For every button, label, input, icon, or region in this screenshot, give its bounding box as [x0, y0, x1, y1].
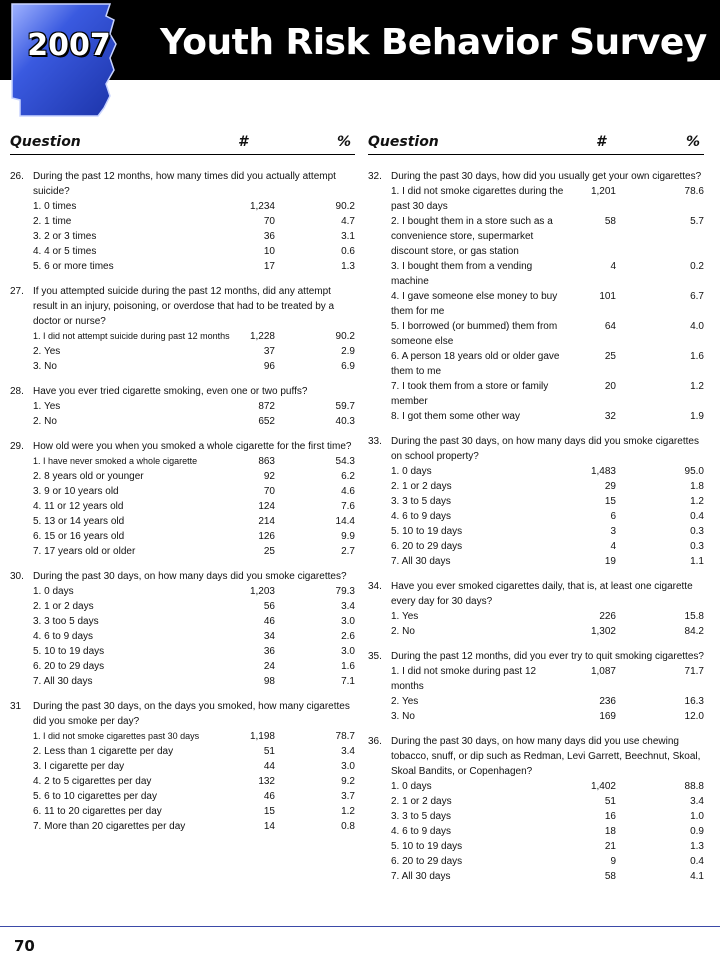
answer-row	[33, 599, 355, 614]
question-number: 27.	[10, 286, 24, 297]
answer-percent: 15.8	[684, 611, 704, 622]
percent-header: %	[685, 134, 700, 150]
answer-percent: 1.6	[341, 661, 355, 672]
answer-row	[391, 319, 704, 349]
answer-row	[33, 804, 355, 819]
answer-row	[33, 744, 355, 759]
answer-row	[33, 399, 355, 414]
answer-percent: 3.4	[341, 601, 355, 612]
answer-row	[33, 544, 355, 559]
question-text: During the past 12 months, how many times did you actually attempt suicide?	[33, 171, 336, 197]
answer-row	[33, 329, 355, 344]
answer-percent: 90.2	[335, 331, 355, 342]
answer-row	[391, 214, 704, 259]
answer-count: 96	[263, 361, 275, 372]
left-column	[10, 134, 355, 844]
answer-count: 863	[258, 456, 275, 467]
question-text: During the past 30 days, on how many days did you use chewing tobacco, snuff, or dip such as Redman, Levi Garrett, Beechnut, Skoal, Skoal Bandits, or Copenhagen?	[391, 736, 701, 777]
answer-row	[33, 344, 355, 359]
question-number: 32.	[368, 171, 382, 182]
question-block	[10, 284, 355, 374]
answer-label: 7. All 30 days	[33, 676, 93, 687]
answer-count: 1,201	[590, 186, 616, 197]
answer-count: 51	[263, 746, 275, 757]
answer-row	[391, 539, 704, 554]
answer-percent: 59.7	[335, 401, 355, 412]
question-block	[10, 169, 355, 274]
question-text: During the past 30 days, on the days you smoked, how many cigarettes did you smoke per day?	[33, 701, 350, 727]
answer-label: 2. 1 or 2 days	[33, 601, 94, 612]
answer-percent: 1.3	[341, 261, 355, 272]
answer-percent: 95.0	[684, 466, 704, 477]
answer-label: 5. 6 or more times	[33, 261, 114, 272]
answer-label: 1. I did not smoke during past 12 months	[391, 666, 537, 692]
right-column	[368, 134, 704, 894]
answer-row	[33, 819, 355, 834]
answer-count: 101	[599, 291, 616, 302]
answer-percent: 1.1	[690, 556, 704, 567]
answer-percent: 0.6	[341, 246, 355, 257]
answer-label: 7. More than 20 cigarettes per day	[33, 821, 186, 832]
answer-count: 10	[263, 246, 275, 257]
answer-row	[33, 729, 355, 744]
answer-row	[391, 664, 704, 694]
answer-label: 4. 6 to 9 days	[391, 511, 452, 522]
answer-row	[33, 454, 355, 469]
question-row	[10, 569, 355, 584]
question-row	[368, 649, 704, 664]
answer-row	[33, 614, 355, 629]
answer-count: 1,203	[249, 586, 275, 597]
answer-label: 2. 1 time	[33, 216, 72, 227]
answer-row	[33, 244, 355, 259]
answer-row	[391, 709, 704, 724]
right-question-list	[368, 169, 704, 884]
answer-percent: 88.8	[684, 781, 704, 792]
answer-percent: 6.2	[341, 471, 355, 482]
answer-label: 1. 0 days	[391, 781, 432, 792]
answer-label: 1. I have never smoked a whole cigarette	[33, 456, 198, 466]
answer-label: 6. A person 18 years old or older gave them to me	[391, 351, 560, 377]
answer-percent: 3.7	[341, 791, 355, 802]
answer-count: 132	[258, 776, 275, 787]
answer-row	[33, 469, 355, 484]
question-text: During the past 12 months, did you ever try to quit smoking cigarettes?	[391, 651, 704, 662]
answer-row	[391, 349, 704, 379]
answer-label: 2. No	[391, 626, 415, 637]
answer-label: 2. Yes	[391, 696, 419, 707]
answer-row	[391, 494, 704, 509]
answer-count: 24	[263, 661, 275, 672]
percent-header: %	[336, 134, 351, 150]
left-question-list	[10, 169, 355, 834]
question-row	[368, 579, 704, 609]
answer-row	[391, 839, 704, 854]
answer-percent: 0.3	[690, 526, 704, 537]
question-text: Have you ever smoked cigarettes daily, that is, at least one cigarette every day for 30 days?	[391, 581, 693, 607]
answer-count: 70	[263, 216, 275, 227]
answer-percent: 0.9	[690, 826, 704, 837]
answer-label: 5. 10 to 19 days	[391, 526, 463, 537]
answer-row	[391, 509, 704, 524]
answer-count: 1,483	[590, 466, 616, 477]
answer-row	[33, 674, 355, 689]
question-block	[368, 649, 704, 724]
footer-rule	[0, 926, 720, 927]
answer-percent: 4.7	[341, 216, 355, 227]
question-row	[10, 439, 355, 454]
answer-label: 5. 10 to 19 days	[33, 646, 105, 657]
answer-percent: 79.3	[335, 586, 355, 597]
answer-percent: 14.4	[335, 516, 355, 527]
answer-count: 1,302	[590, 626, 616, 637]
answer-label: 6. 20 to 29 days	[391, 856, 463, 867]
question-number: 29.	[10, 441, 24, 452]
answer-row	[33, 199, 355, 214]
question-block	[10, 439, 355, 559]
answer-percent: 84.2	[684, 626, 704, 637]
answer-label: 4. 11 or 12 years old	[33, 501, 124, 512]
answer-label: 3. 3 to 5 days	[391, 811, 452, 822]
answer-row	[33, 774, 355, 789]
answer-percent: 4.1	[690, 871, 704, 882]
answer-row	[33, 499, 355, 514]
answer-label: 3. 3 too 5 days	[33, 616, 99, 627]
question-text: During the past 30 days, on how many days did you smoke cigarettes on school property?	[391, 436, 699, 462]
answer-percent: 3.0	[341, 646, 355, 657]
answer-label: 3. 9 or 10 years old	[33, 486, 119, 497]
answer-percent: 1.0	[690, 811, 704, 822]
answer-percent: 2.7	[341, 546, 355, 557]
answer-row	[33, 759, 355, 774]
question-number: 28.	[10, 386, 24, 397]
answer-label: 5. 10 to 19 days	[391, 841, 463, 852]
answer-label: 6. 15 or 16 years old	[33, 531, 125, 542]
question-text: Have you ever tried cigarette smoking, even one or two puffs?	[33, 386, 308, 397]
answer-label: 7. 17 years old or older	[33, 546, 136, 557]
answer-row	[391, 184, 704, 214]
answer-row	[391, 609, 704, 624]
answer-percent: 54.3	[335, 456, 355, 467]
answer-count: 64	[604, 321, 616, 332]
question-row	[368, 734, 704, 779]
answer-row	[33, 214, 355, 229]
answer-percent: 2.9	[341, 346, 355, 357]
answer-row	[33, 484, 355, 499]
answer-count: 1,087	[590, 666, 616, 677]
answer-label: 4. I gave someone else money to buy them for me	[391, 291, 558, 317]
question-block	[368, 734, 704, 884]
answer-percent: 2.6	[341, 631, 355, 642]
answer-percent: 6.7	[690, 291, 704, 302]
answer-row	[391, 379, 704, 409]
question-text: During the past 30 days, on how many days did you smoke cigarettes?	[33, 571, 347, 582]
answer-count: 6	[610, 511, 616, 522]
answer-label: 1. 0 days	[391, 466, 432, 477]
answer-count: 58	[604, 871, 616, 882]
answer-percent: 78.6	[684, 186, 704, 197]
answer-percent: 71.7	[684, 666, 704, 677]
answer-percent: 1.3	[690, 841, 704, 852]
answer-count: 32	[604, 411, 616, 422]
answer-row	[33, 529, 355, 544]
answer-percent: 7.1	[341, 676, 355, 687]
answer-label: 2. 8 years old or younger	[33, 471, 144, 482]
question-row	[368, 169, 704, 184]
answer-count: 214	[258, 516, 275, 527]
answer-row	[391, 694, 704, 709]
question-row	[368, 434, 704, 464]
answer-count: 3	[610, 526, 616, 537]
answer-percent: 9.2	[341, 776, 355, 787]
answer-percent: 7.6	[341, 501, 355, 512]
answer-count: 1,234	[249, 201, 275, 212]
answer-percent: 6.9	[341, 361, 355, 372]
answer-label: 1. I did not smoke cigarettes during the past 30 days	[391, 186, 564, 212]
question-number: 33.	[368, 436, 382, 447]
answer-percent: 1.9	[690, 411, 704, 422]
answer-count: 56	[263, 601, 275, 612]
answer-percent: 1.2	[690, 381, 704, 392]
answer-row	[391, 854, 704, 869]
answer-percent: 0.4	[690, 511, 704, 522]
answer-label: 3. 3 to 5 days	[391, 496, 452, 507]
answer-label: 3. 2 or 3 times	[33, 231, 97, 242]
answer-count: 36	[263, 646, 275, 657]
question-number: 34.	[368, 581, 382, 592]
answer-label: 5. 6 to 10 cigarettes per day	[33, 791, 157, 802]
answer-label: 4. 6 to 9 days	[391, 826, 452, 837]
question-row	[10, 384, 355, 399]
answer-label: 4. 2 to 5 cigarettes per day	[33, 776, 152, 787]
answer-count: 25	[263, 546, 275, 557]
answer-row	[33, 414, 355, 429]
answer-count: 92	[263, 471, 275, 482]
answer-count: 70	[263, 486, 275, 497]
answer-count: 124	[258, 501, 275, 512]
page-title: Youth Risk Behavior Survey	[160, 22, 707, 63]
answer-row	[33, 789, 355, 804]
answer-count: 37	[263, 346, 275, 357]
answer-percent: 3.1	[341, 231, 355, 242]
answer-label: 3. I cigarette per day	[33, 761, 125, 772]
answer-count: 17	[263, 261, 275, 272]
answer-label: 2. 1 or 2 days	[391, 481, 452, 492]
answer-label: 4. 6 to 9 days	[33, 631, 94, 642]
answer-label: 1. 0 times	[33, 201, 77, 212]
answer-row	[391, 794, 704, 809]
answer-label: 1. Yes	[33, 401, 61, 412]
question-header: Question	[368, 134, 439, 150]
answer-label: 2. I bought them in a store such as a convenience store, supermarket discount store, or gas station	[391, 216, 553, 257]
answer-label: 4. 4 or 5 times	[33, 246, 97, 257]
answer-row	[33, 359, 355, 374]
answer-count: 15	[263, 806, 275, 817]
count-header: #	[238, 134, 248, 150]
answer-label: 1. I did not attempt suicide during past 12 months	[33, 331, 230, 341]
answer-count: 169	[599, 711, 616, 722]
answer-row	[391, 289, 704, 319]
answer-percent: 0.2	[690, 261, 704, 272]
question-number: 36.	[368, 736, 382, 747]
answer-percent: 78.7	[335, 731, 355, 742]
answer-label: 7. All 30 days	[391, 556, 451, 567]
answer-count: 9	[610, 856, 616, 867]
answer-label: 3. No	[33, 361, 57, 372]
answer-percent: 3.4	[341, 746, 355, 757]
answer-count: 98	[263, 676, 275, 687]
answer-row	[391, 779, 704, 794]
answer-row	[33, 629, 355, 644]
question-number: 26.	[10, 171, 24, 182]
answer-count: 15	[604, 496, 616, 507]
answer-count: 872	[258, 401, 275, 412]
answer-percent: 4.0	[690, 321, 704, 332]
question-row	[10, 699, 355, 729]
answer-row	[33, 514, 355, 529]
answer-label: 5. 13 or 14 years old	[33, 516, 125, 527]
answer-percent: 12.0	[684, 711, 704, 722]
question-number: 30.	[10, 571, 24, 582]
answer-count: 1,402	[590, 781, 616, 792]
answer-percent: 1.2	[690, 496, 704, 507]
left-column-header	[10, 134, 355, 155]
answer-percent: 3.0	[341, 761, 355, 772]
answer-count: 34	[263, 631, 275, 642]
answer-percent: 1.8	[690, 481, 704, 492]
answer-row	[391, 409, 704, 424]
answer-row	[391, 624, 704, 639]
answer-row	[391, 464, 704, 479]
question-number: 31	[10, 701, 22, 712]
question-block	[368, 169, 704, 424]
question-header: Question	[10, 134, 81, 150]
question-block	[368, 434, 704, 569]
answer-label: 7. All 30 days	[391, 871, 451, 882]
answer-percent: 3.4	[690, 796, 704, 807]
answer-row	[33, 644, 355, 659]
answer-row	[33, 259, 355, 274]
answer-count: 1,198	[249, 731, 275, 742]
survey-year: 2007	[27, 28, 111, 63]
answer-label: 2. 1 or 2 days	[391, 796, 452, 807]
question-number: 35.	[368, 651, 382, 662]
answer-label: 2. Less than 1 cigarette per day	[33, 746, 174, 757]
answer-percent: 90.2	[335, 201, 355, 212]
answer-percent: 1.6	[690, 351, 704, 362]
answer-count: 1,228	[249, 331, 275, 342]
answer-count: 46	[263, 616, 275, 627]
answer-label: 6. 20 to 29 days	[33, 661, 105, 672]
answer-label: 1. 0 days	[33, 586, 74, 597]
answer-row	[33, 229, 355, 244]
page-number: 70	[14, 937, 35, 955]
answer-label: 3. I bought them from a vending machine	[391, 261, 533, 287]
answer-percent: 9.9	[341, 531, 355, 542]
answer-label: 1. I did not smoke cigarettes past 30 days	[33, 731, 200, 741]
answer-label: 6. 11 to 20 cigarettes per day	[33, 806, 162, 817]
answer-label: 5. I borrowed (or bummed) them from someone else	[391, 321, 558, 347]
answer-row	[391, 479, 704, 494]
answer-percent: 3.0	[341, 616, 355, 627]
answer-label: 7. I took them from a store or family member	[391, 381, 549, 407]
answer-count: 44	[263, 761, 275, 772]
answer-row	[391, 524, 704, 539]
answer-count: 21	[604, 841, 616, 852]
answer-count: 14	[263, 821, 275, 832]
answer-count: 226	[599, 611, 616, 622]
question-text: During the past 30 days, how did you usually get your own cigarettes?	[391, 171, 702, 182]
answer-count: 46	[263, 791, 275, 802]
answer-count: 652	[258, 416, 275, 427]
question-block	[10, 699, 355, 834]
question-block	[10, 569, 355, 689]
answer-label: 6. 20 to 29 days	[391, 541, 463, 552]
answer-label: 1. Yes	[391, 611, 419, 622]
question-block	[368, 579, 704, 639]
answer-row	[391, 259, 704, 289]
answer-label: 2. No	[33, 416, 57, 427]
answer-row	[391, 824, 704, 839]
answer-row	[391, 809, 704, 824]
question-row	[10, 284, 355, 329]
answer-count: 25	[604, 351, 616, 362]
answer-count: 19	[604, 556, 616, 567]
answer-count: 236	[599, 696, 616, 707]
answer-percent: 16.3	[684, 696, 704, 707]
question-row	[10, 169, 355, 199]
answer-count: 20	[604, 381, 616, 392]
question-text: If you attempted suicide during the past 12 months, did any attempt result in an injury, poisoning, or overdose that had to be treated by a doctor or nurse?	[33, 286, 335, 327]
answer-percent: 40.3	[335, 416, 355, 427]
answer-count: 4	[610, 541, 616, 552]
answer-row	[391, 869, 704, 884]
answer-percent: 1.2	[341, 806, 355, 817]
answer-row	[33, 584, 355, 599]
answer-count: 51	[604, 796, 616, 807]
answer-label: 8. I got them some other way	[391, 411, 520, 422]
answer-count: 29	[604, 481, 616, 492]
count-header: #	[596, 134, 606, 150]
answer-count: 4	[610, 261, 616, 272]
right-column-header	[368, 134, 704, 155]
answer-percent: 4.6	[341, 486, 355, 497]
answer-count: 16	[604, 811, 616, 822]
answer-percent: 0.4	[690, 856, 704, 867]
answer-count: 36	[263, 231, 275, 242]
answer-count: 18	[604, 826, 616, 837]
question-block	[10, 384, 355, 429]
answer-label: 3. No	[391, 711, 415, 722]
answer-percent: 0.3	[690, 541, 704, 552]
answer-count: 58	[604, 216, 616, 227]
answer-row	[391, 554, 704, 569]
answer-percent: 0.8	[341, 821, 355, 832]
answer-count: 126	[258, 531, 275, 542]
answer-percent: 5.7	[690, 216, 704, 227]
answer-row	[33, 659, 355, 674]
answer-label: 2. Yes	[33, 346, 61, 357]
question-text: How old were you when you smoked a whole cigarette for the first time?	[33, 441, 352, 452]
